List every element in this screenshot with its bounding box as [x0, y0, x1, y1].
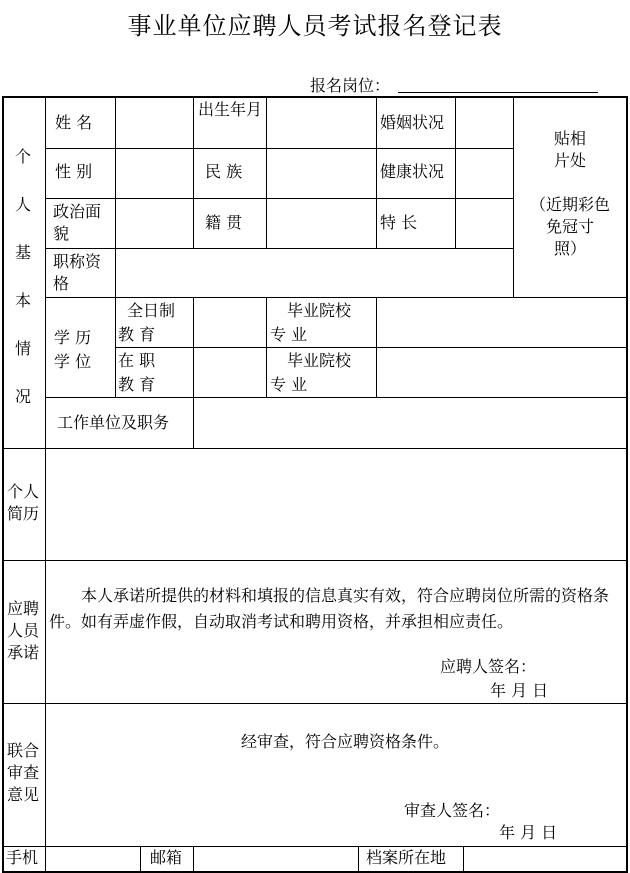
field-health-label: 健康状况 [380, 162, 445, 181]
applicant-date: 年 月 日 [490, 681, 549, 700]
phone-label: 手机 [6, 848, 39, 867]
email-label: 邮箱 [150, 848, 183, 867]
major-label-2: 专 业 [270, 375, 308, 394]
promise-text: 本人承诺所提供的材料和填报的信息真实有效，符合应聘岗位所需的资格条件。如有弄虚作假，自动取消考试和聘用资格，并承担相应责任。 [49, 586, 610, 631]
field-gender-label: 性 别 [55, 162, 93, 181]
major-label-1: 专 业 [270, 325, 308, 344]
archive-label: 档案所在地 [366, 848, 447, 867]
field-title-cert-label: 职称资格 [53, 252, 102, 293]
full-time-label-1: 全日制 [127, 301, 176, 320]
review-date: 年 月 日 [499, 823, 558, 842]
field-degree-label: 学 位 [54, 352, 92, 371]
applicant-sign: 应聘人签名： [440, 657, 537, 676]
photo-label: 贴相 片处 （近期彩色 免冠寸 照） [529, 129, 610, 258]
in-service-label-2: 教 育 [118, 375, 156, 394]
field-nation-label: 民 族 [205, 162, 243, 181]
resume-label: 个人 简历 [6, 482, 39, 523]
school-label-1: 毕业院校 [287, 301, 352, 320]
field-name-label: 姓 名 [55, 113, 93, 132]
field-education-label: 学 历 [54, 328, 92, 347]
school-label-2: 毕业院校 [287, 351, 352, 370]
post-label: 报名岗位： [310, 76, 391, 95]
field-marriage-label: 婚姻状况 [380, 113, 445, 132]
post-input-line[interactable] [398, 92, 598, 93]
full-time-label-2: 教 育 [118, 325, 156, 344]
section-basic-label: 个 人 基 本 情 况 [14, 147, 31, 406]
page-title: 事业单位应聘人员考试报名登记表 [127, 12, 503, 40]
review-text: 经审查，符合应聘资格条件。 [241, 732, 450, 751]
reviewer-sign: 审查人签名： [404, 801, 501, 820]
review-label: 联合 审查 意见 [6, 741, 39, 804]
work-label: 工作单位及职务 [57, 413, 170, 432]
field-political-label: 政治面貌 [53, 202, 102, 243]
field-native-label: 籍 贯 [205, 213, 243, 232]
field-specialty-label: 特 长 [380, 213, 418, 232]
promise-label: 应聘 人员 承诺 [6, 599, 39, 662]
field-birth-label: 出生年月 [197, 100, 262, 119]
in-service-label-1: 在 职 [118, 351, 156, 370]
